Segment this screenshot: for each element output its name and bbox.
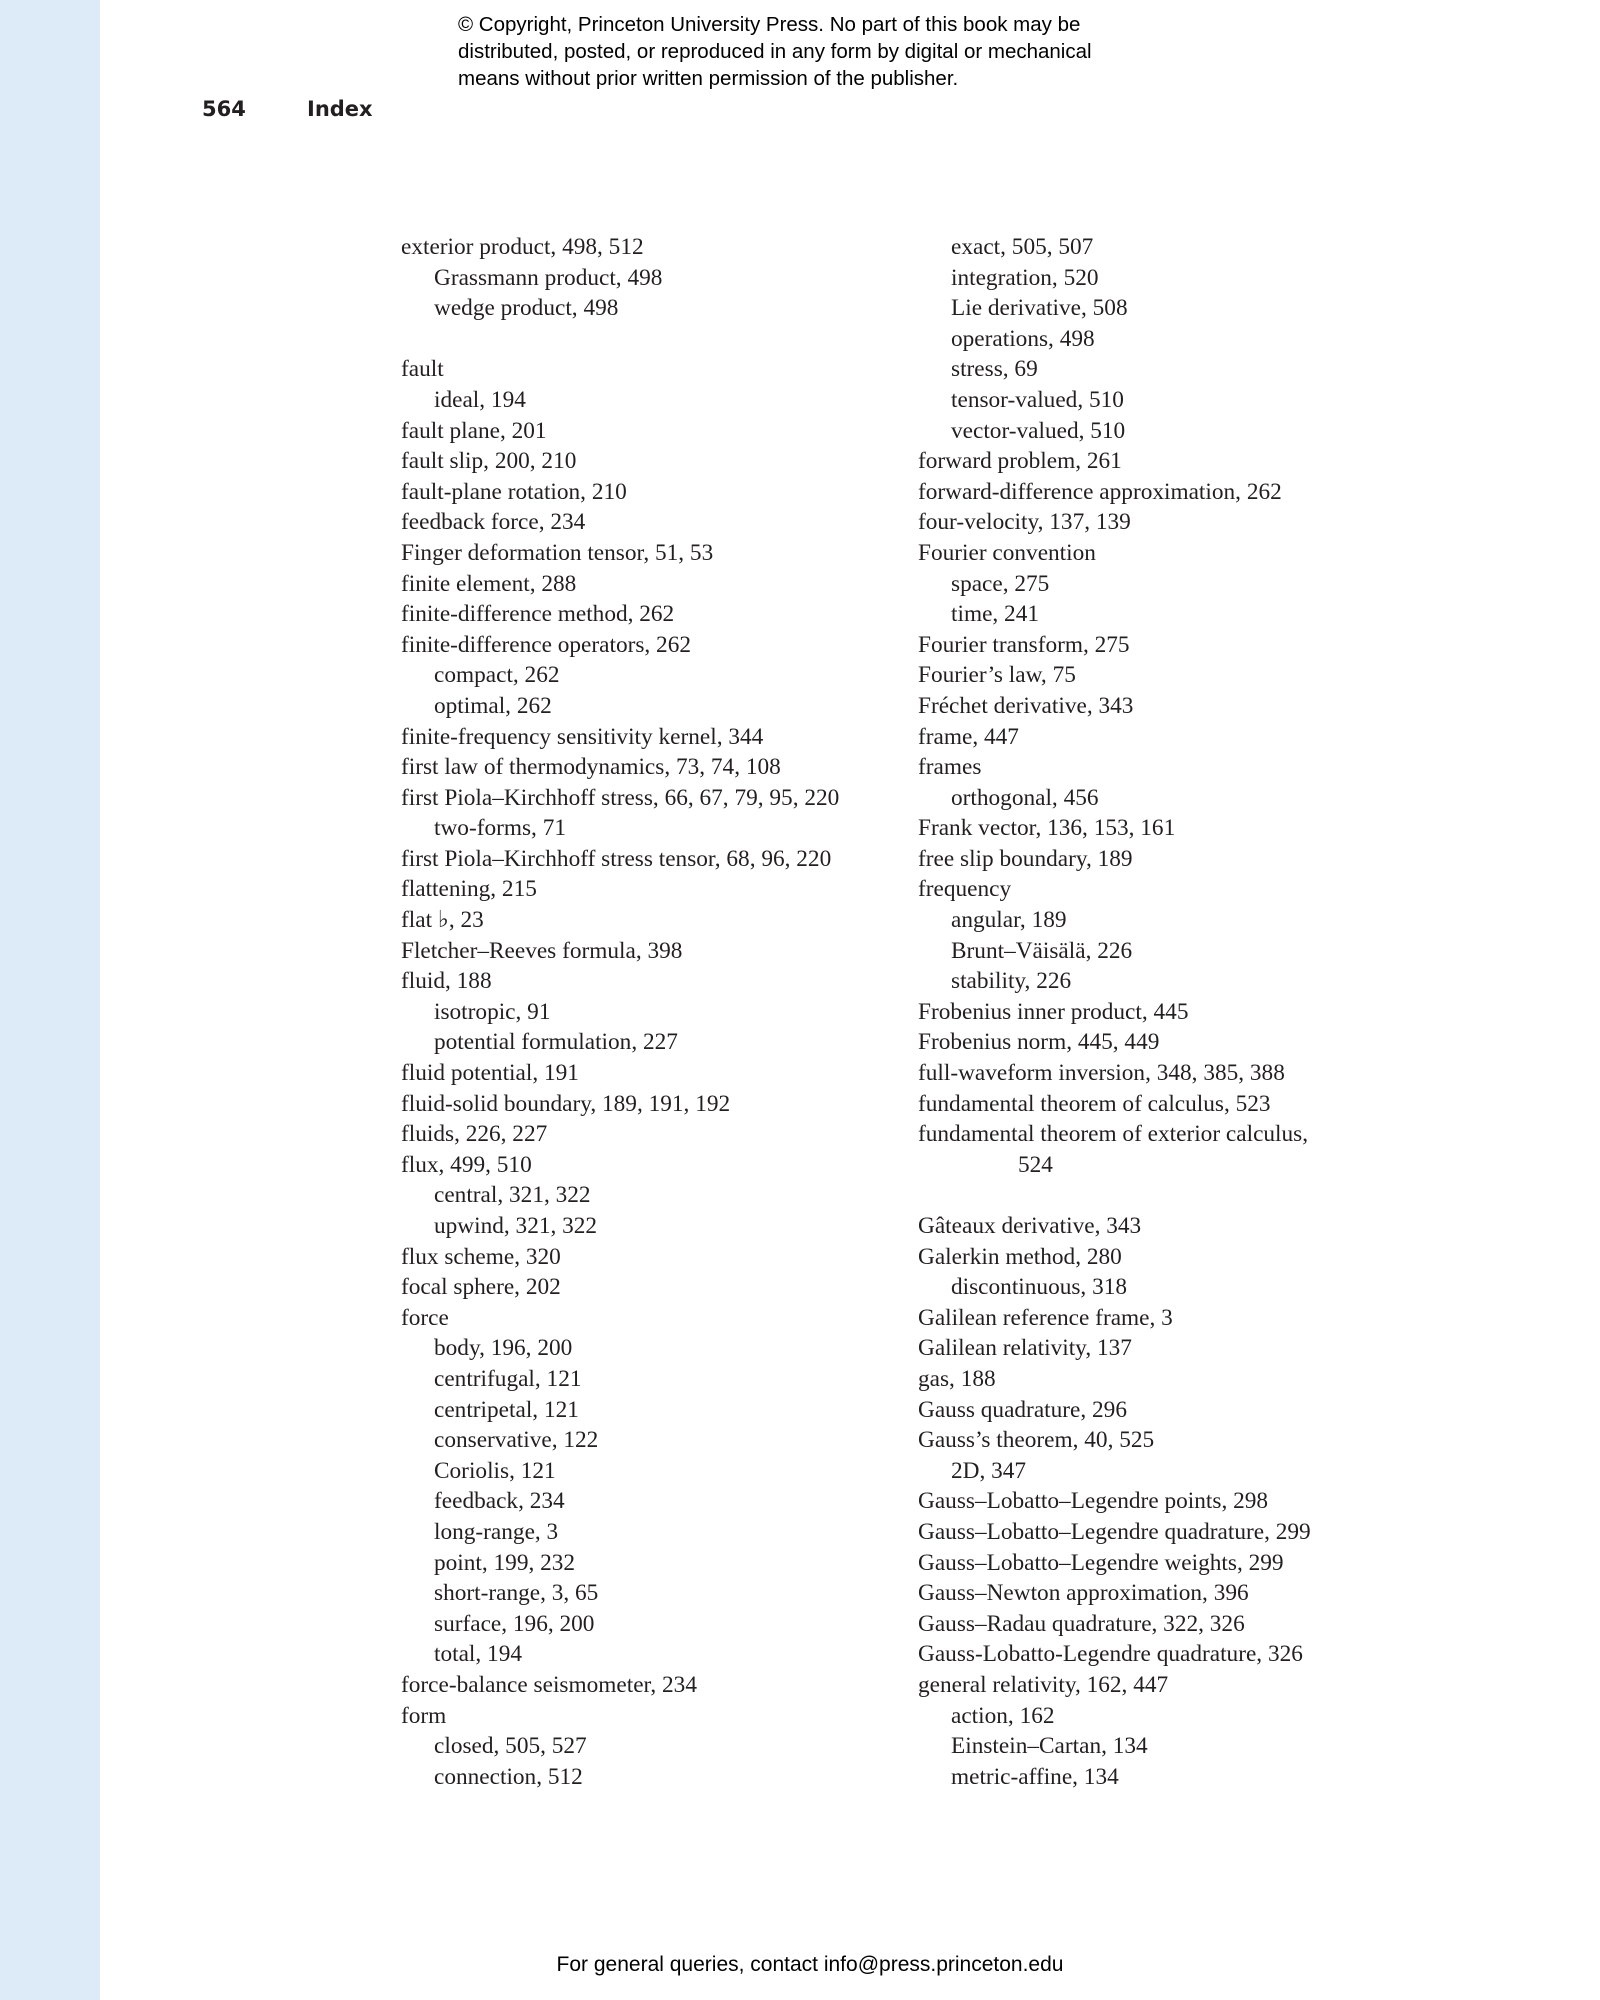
index-subentry: ideal, 194 bbox=[434, 386, 526, 413]
index-subentry: compact, 262 bbox=[434, 662, 560, 689]
index-entry: Fletcher–Reeves formula, 398 bbox=[401, 937, 683, 964]
index-subentry: angular, 189 bbox=[951, 907, 1067, 934]
index-entry: Gauss–Lobatto–Legendre quadrature, 299 bbox=[918, 1518, 1311, 1545]
index-entry: full-waveform inversion, 348, 385, 388 bbox=[918, 1060, 1285, 1087]
index-entry: fluids, 226, 227 bbox=[401, 1121, 548, 1148]
index-column-right bbox=[918, 232, 1518, 1792]
index-subentry: surface, 196, 200 bbox=[434, 1610, 595, 1637]
index-entry: exterior product, 498, 512 bbox=[401, 234, 644, 260]
index-entry: fluid, 188 bbox=[401, 968, 492, 995]
index-entry: forward problem, 261 bbox=[918, 448, 1122, 475]
index-subentry: 2D, 347 bbox=[951, 1457, 1027, 1484]
index-subentry: upwind, 321, 322 bbox=[434, 1213, 598, 1239]
index-entry: Galilean relativity, 137 bbox=[918, 1335, 1132, 1362]
index-subentry: Lie derivative, 508 bbox=[951, 295, 1128, 322]
index-entry: fault-plane rotation, 210 bbox=[401, 478, 627, 505]
index-entry: Fourier convention bbox=[918, 539, 1096, 566]
index-entry: Galerkin method, 280 bbox=[918, 1243, 1122, 1270]
index-subentry: optimal, 262 bbox=[434, 692, 552, 719]
index-entry: Gauss quadrature, 296 bbox=[918, 1396, 1127, 1423]
index-entry: Gauss–Radau quadrature, 322, 326 bbox=[918, 1610, 1245, 1637]
index-subentry: centripetal, 121 bbox=[434, 1396, 579, 1423]
letter-group-gap bbox=[401, 324, 921, 355]
index-entry: fundamental theorem of exterior calculus, bbox=[918, 1121, 1309, 1148]
index-entry: gas, 188 bbox=[918, 1365, 996, 1392]
running-head-title: Index bbox=[307, 97, 373, 121]
left-margin-band bbox=[0, 0, 100, 2000]
index-entry: force-balance seismometer, 234 bbox=[401, 1671, 697, 1698]
index-subentry: operations, 498 bbox=[951, 325, 1095, 352]
index-entry: finite-frequency sensitivity kernel, 344 bbox=[401, 723, 764, 750]
index-entry: Frobenius inner product, 445 bbox=[918, 998, 1189, 1025]
index-subentry: closed, 505, 527 bbox=[434, 1733, 587, 1760]
index-entry: Finger deformation tensor, 51, 53 bbox=[401, 539, 714, 566]
index-entry: frames bbox=[918, 754, 982, 781]
index-subentry: centrifugal, 121 bbox=[434, 1365, 582, 1392]
index-entry: free slip boundary, 189 bbox=[918, 845, 1133, 872]
index-entry: Galilean reference frame, 3 bbox=[918, 1304, 1173, 1331]
index-entry: fluid-solid boundary, 189, 191, 192 bbox=[401, 1090, 731, 1117]
index-subentry: feedback, 234 bbox=[434, 1488, 565, 1515]
index-entry: form bbox=[401, 1702, 447, 1729]
index-subentry: potential formulation, 227 bbox=[434, 1029, 678, 1056]
index-entry: finite-difference operators, 262 bbox=[401, 631, 692, 658]
index-entry: force bbox=[401, 1304, 449, 1331]
index-entry: Gauss’s theorem, 40, 525 bbox=[918, 1427, 1155, 1454]
index-entry: finite-difference method, 262 bbox=[401, 601, 675, 628]
index-entry: Fourier transform, 275 bbox=[918, 631, 1130, 658]
copyright-line: means without prior written permission of the publisher. bbox=[458, 67, 959, 90]
index-subentry: stability, 226 bbox=[951, 968, 1072, 995]
index-entry: fluid potential, 191 bbox=[401, 1060, 579, 1087]
index-entry: finite element, 288 bbox=[401, 570, 577, 597]
index-entry: forward-difference approximation, 262 bbox=[918, 478, 1282, 505]
index-entry: Fréchet derivative, 343 bbox=[918, 692, 1134, 719]
index-entry: general relativity, 162, 447 bbox=[918, 1671, 1169, 1698]
copyright-notice bbox=[458, 11, 1218, 92]
index-subentry: body, 196, 200 bbox=[434, 1335, 573, 1362]
index-subentry: total, 194 bbox=[434, 1641, 523, 1668]
index-subentry: Einstein–Cartan, 134 bbox=[951, 1733, 1148, 1760]
index-subentry: 524 bbox=[1018, 1151, 1053, 1178]
index-entry: first law of thermodynamics, 73, 74, 108 bbox=[401, 754, 781, 781]
index-subentry: vector-valued, 510 bbox=[951, 417, 1126, 444]
page-number: 564 bbox=[202, 97, 246, 121]
index-subentry: action, 162 bbox=[951, 1702, 1055, 1729]
index-subentry: space, 275 bbox=[951, 570, 1050, 597]
index-subentry: stress, 69 bbox=[951, 356, 1038, 383]
index-entry: feedback force, 234 bbox=[401, 509, 586, 536]
index-entry: fundamental theorem of calculus, 523 bbox=[918, 1090, 1271, 1117]
index-subentry: wedge product, 498 bbox=[434, 295, 619, 322]
footer-text: For general queries, contact info@press.princeton.edu bbox=[556, 1953, 1064, 1976]
index-subentry: short-range, 3, 65 bbox=[434, 1580, 599, 1607]
index-entry: Gauss–Lobatto–Legendre points, 298 bbox=[918, 1488, 1269, 1515]
index-subentry: integration, 520 bbox=[951, 264, 1099, 291]
footer-contact bbox=[0, 1952, 1600, 1978]
index-entry: focal sphere, 202 bbox=[401, 1274, 561, 1301]
index-subentry: discontinuous, 318 bbox=[951, 1274, 1128, 1301]
index-entry: first Piola–Kirchhoff stress tensor, 68, 96, 220 bbox=[401, 845, 832, 872]
index-subentry: time, 241 bbox=[951, 601, 1040, 628]
copyright-line: © Copyright, Princeton University Press. No part of this book may be bbox=[458, 13, 1081, 36]
index-entry: Gauss–Newton approximation, 396 bbox=[918, 1580, 1249, 1607]
index-subentry: exact, 505, 507 bbox=[951, 234, 1094, 260]
index-entry: frequency bbox=[918, 876, 1012, 903]
copyright-line: distributed, posted, or reproduced in any form by digital or mechanical bbox=[458, 40, 1092, 63]
index-subentry: isotropic, 91 bbox=[434, 998, 551, 1025]
index-entry: Gâteaux derivative, 343 bbox=[918, 1213, 1142, 1239]
index-entry: flux, 499, 510 bbox=[401, 1151, 532, 1178]
index-entry: Gauss-Lobatto-Legendre quadrature, 326 bbox=[918, 1641, 1303, 1668]
index-column-left bbox=[401, 232, 921, 1792]
index-entry: Frank vector, 136, 153, 161 bbox=[918, 815, 1176, 842]
index-subentry: Coriolis, 121 bbox=[434, 1457, 556, 1484]
index-entry: fault bbox=[401, 356, 444, 383]
index-entry: frame, 447 bbox=[918, 723, 1019, 750]
index-entry: Frobenius norm, 445, 449 bbox=[918, 1029, 1160, 1056]
index-entry: fault plane, 201 bbox=[401, 417, 547, 444]
index-subentry: conservative, 122 bbox=[434, 1427, 599, 1454]
index-subentry: metric-affine, 134 bbox=[951, 1763, 1119, 1790]
index-entry: flattening, 215 bbox=[401, 876, 537, 903]
index-subentry: point, 199, 232 bbox=[434, 1549, 576, 1576]
index-entry: flux scheme, 320 bbox=[401, 1243, 561, 1270]
index-entry: Fourier’s law, 75 bbox=[918, 662, 1076, 689]
index-entry: Gauss–Lobatto–Legendre weights, 299 bbox=[918, 1549, 1284, 1576]
index-subentry: Brunt–Väisälä, 226 bbox=[951, 937, 1133, 964]
index-entry: four-velocity, 137, 139 bbox=[918, 509, 1131, 536]
index-subentry: tensor-valued, 510 bbox=[951, 386, 1124, 413]
index-subentry: two-forms, 71 bbox=[434, 815, 567, 842]
index-entry: first Piola–Kirchhoff stress, 66, 67, 79, 95, 220 bbox=[401, 784, 840, 811]
index-subentry: long-range, 3 bbox=[434, 1518, 559, 1545]
index-entry: fault slip, 200, 210 bbox=[401, 448, 577, 475]
index-entry: flat ♭, 23 bbox=[401, 907, 484, 934]
letter-group-gap bbox=[918, 1180, 1518, 1211]
index-subentry: orthogonal, 456 bbox=[951, 784, 1099, 811]
index-subentry: connection, 512 bbox=[434, 1763, 583, 1790]
index-subentry: Grassmann product, 498 bbox=[434, 264, 663, 291]
index-subentry: central, 321, 322 bbox=[434, 1182, 591, 1209]
